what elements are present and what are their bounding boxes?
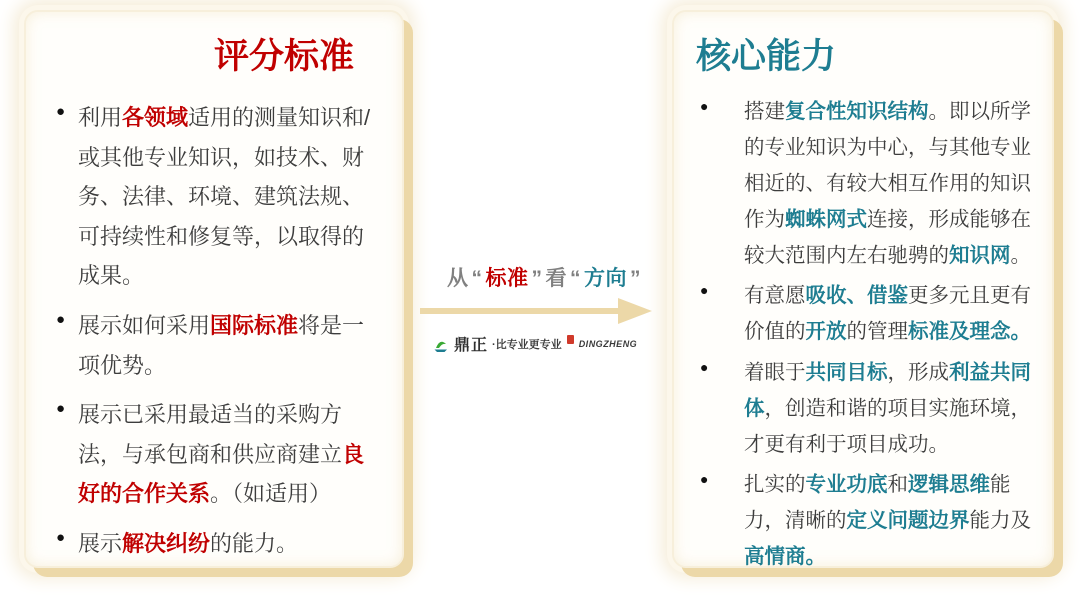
bullet-marker-icon: ● — [56, 528, 66, 546]
bullet-marker-icon: ● — [700, 470, 709, 487]
headline-segment: ” — [531, 267, 543, 290]
brand-suffix: DINGZHENG — [578, 338, 638, 349]
core-competency-title: 核心能力 — [696, 37, 837, 76]
core-competency-card — [672, 10, 1054, 568]
bullet-text: 利用各领域适用的测量知识和/或其他专业知识，如技术、财务、法律、环境、建筑法规、可持续性和修复等，以取得的成果。 — [78, 105, 371, 289]
bullet-text: 着眼于共同目标，形成利益共同体，创造和谐的项目实施环境，才更有利于项目成功。 — [744, 360, 1031, 456]
bullet-item — [700, 355, 1034, 463]
sail-logo-icon — [432, 335, 450, 353]
bullet-text: 扎实的专业功底和逻辑思维能力，清晰的定义问题边界能力及高情商。 — [744, 472, 1031, 568]
brand-name: 鼎正 — [454, 337, 489, 354]
headline-segment: 方向 — [584, 267, 627, 290]
right-arrow-icon — [418, 296, 670, 326]
bullet-item — [700, 278, 1034, 350]
core-competency-list — [674, 78, 1052, 575]
bullet-marker-icon: ● — [700, 358, 709, 375]
bullet-item — [56, 524, 380, 564]
connector-block — [418, 262, 670, 355]
headline-segment: 看 — [545, 267, 567, 290]
bullet-item — [56, 395, 380, 514]
bullet-text: 搭建复合性知识结构。即以所学的专业知识为中心，与其他专业相近的、有较大相互作用的知识作为蜘蛛网式连接，形成能够在较大范围内左右驰骋的知识网。 — [744, 100, 1031, 268]
bullet-text: 展示如何采用国际标准将是一项优势。 — [78, 312, 365, 378]
headline-segment: “ — [570, 267, 581, 290]
bullet-marker-icon: ● — [700, 98, 709, 114]
scoring-criteria-title: 评分标准 — [213, 37, 354, 76]
bullet-item — [56, 306, 380, 385]
bullet-item — [700, 467, 1034, 575]
red-seal-icon — [567, 335, 574, 344]
brand-tagline: ·比专业更专业 — [492, 338, 562, 351]
scoring-criteria-list — [26, 78, 402, 564]
bullet-item — [56, 98, 380, 296]
bullet-text: 展示已采用最适当的采购方法，与承包商和供应商建立良好的合作关系。（如适用） — [78, 402, 365, 507]
headline-segment: 从 — [447, 267, 469, 290]
headline-segment: ” — [630, 267, 641, 290]
bullet-marker-icon: ● — [700, 282, 709, 299]
brand-logo — [418, 332, 670, 355]
headline-segment: “ — [471, 267, 483, 290]
bullet-text: 有意愿吸收、借鉴更多元且更有价值的开放的管理标准及理念。 — [744, 284, 1031, 344]
bullet-marker-icon: ● — [56, 400, 66, 418]
bullet-item — [700, 94, 1034, 274]
scoring-criteria-card — [24, 10, 404, 568]
bullet-marker-icon: ● — [56, 310, 66, 328]
bullet-marker-icon: ● — [56, 103, 66, 120]
bullet-text: 展示解决纠纷的能力。 — [78, 530, 299, 556]
connector-headline — [418, 262, 670, 292]
headline-segment: 标准 — [485, 267, 529, 290]
